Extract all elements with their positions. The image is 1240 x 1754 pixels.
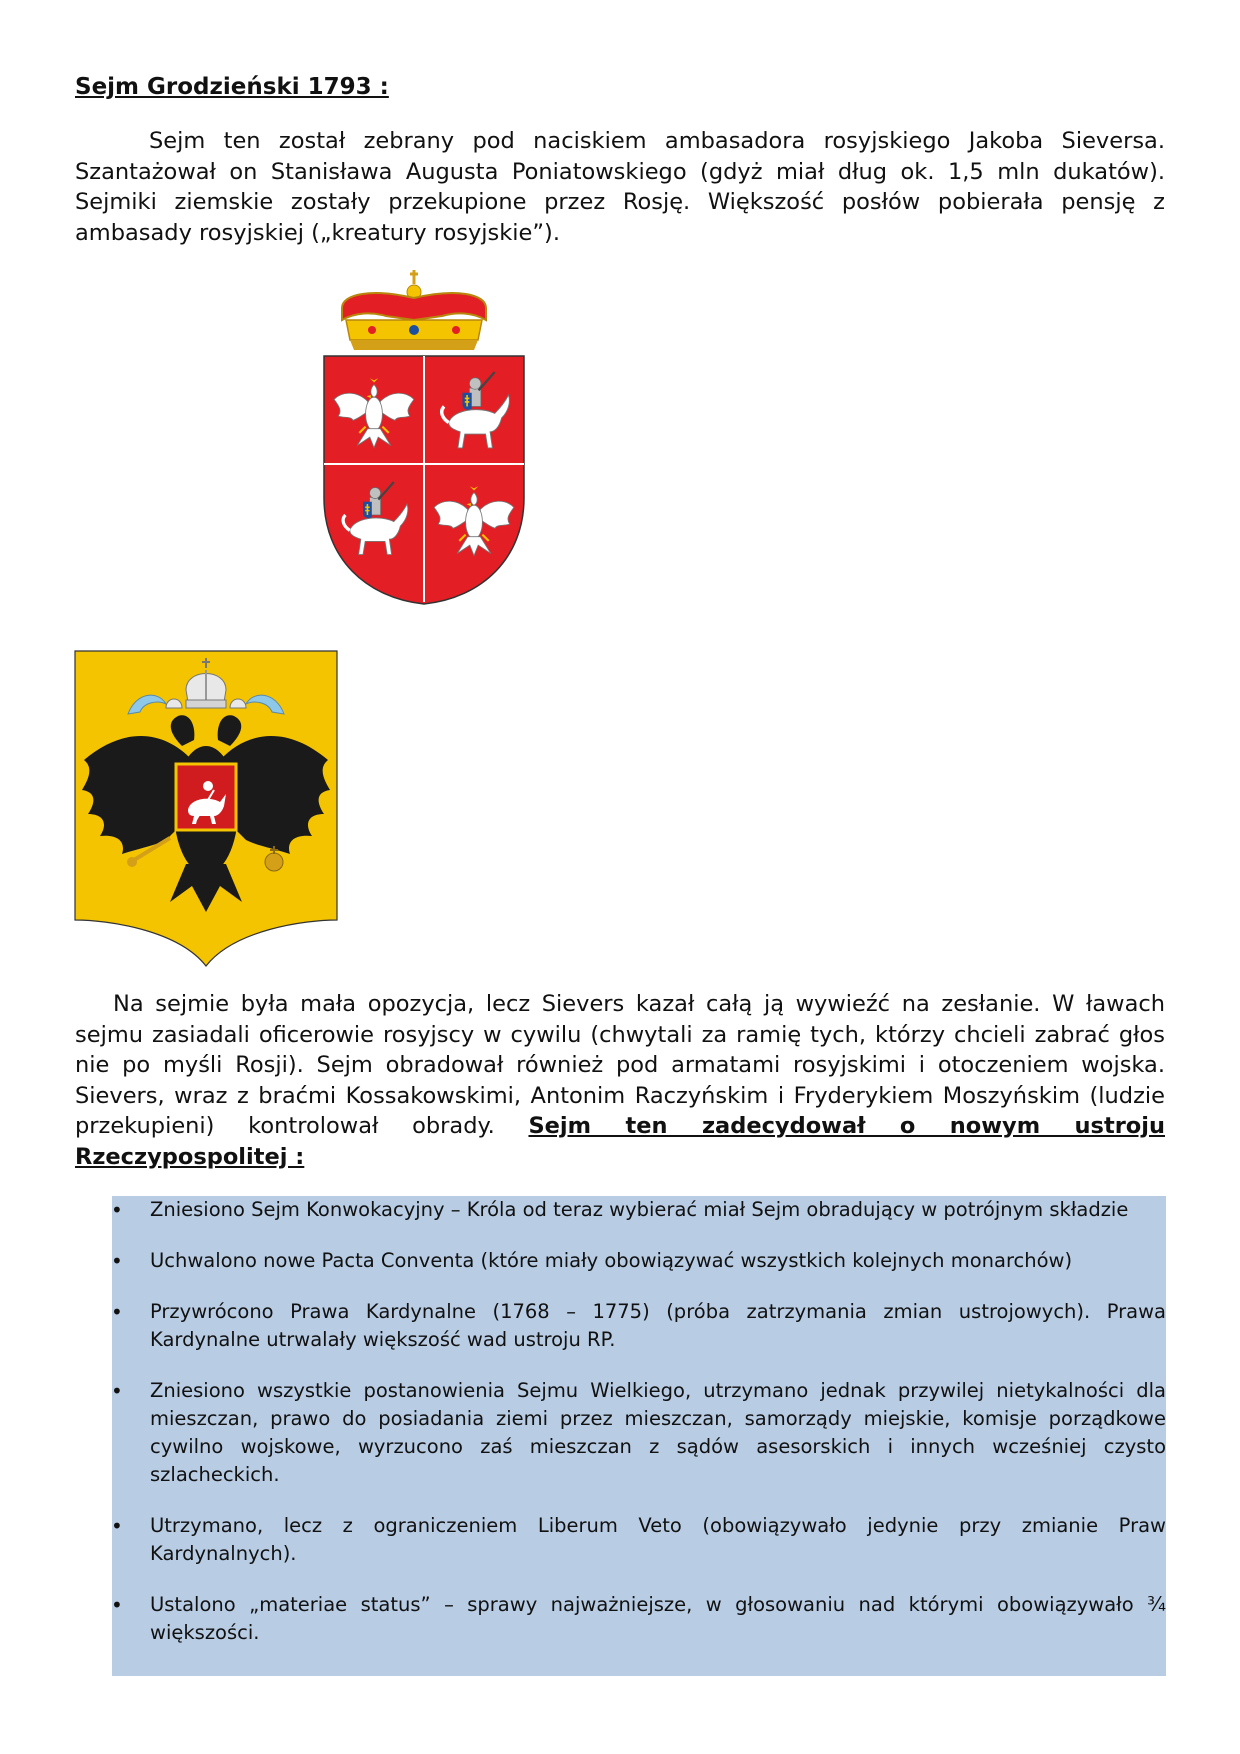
- bullet-icon: •: [111, 1593, 123, 1617]
- list-item: [112, 1512, 1166, 1568]
- russian-imperial-coat-of-arms: [74, 650, 338, 968]
- list-item: [112, 1247, 1166, 1275]
- list-item-text: Ustalono „materiae status” – sprawy najważniejsze, w głosowaniu nad którymi obowiązywało ¾ większości.: [150, 1593, 1166, 1644]
- decisions-list: [112, 1196, 1166, 1670]
- list-item-text: Zniesiono Sejm Konwokacyjny – Króla od teraz wybierać miał Sejm obradujący w potrójnym składzie: [150, 1198, 1129, 1221]
- list-item-text: Zniesiono wszystkie postanowienia Sejmu Wielkiego, utrzymano jednak przywilej nietykalności dla mieszczan, prawo do posiadania ziemi przez mieszczan, samorządy miejskie, komisje porządkowe cywilno wojskowe, wyrzucono zaś mieszczan z sądów asesorskich i innych wcześniej czysto szlacheckich.: [150, 1379, 1166, 1486]
- intro-paragraph: Sejm ten został zebrany pod naciskiem ambasadora rosyjskiego Jakoba Sieversa. Szantażował on Stanisława Augusta Poniatowskiego (gdyż miał dług ok. 1,5 mln dukatów). Sejmiki ziemskie zostały przekupione przez Rosję. Większość posłów pobierała pensję z ambasady rosyjskiej („kreatury rosyjskie”).: [75, 128, 1165, 246]
- opposition-text: Na sejmie była mała opozycja, lecz Sievers kazał całą ją wywieźć na zesłanie. W ławach sejmu zasiadali oficerowie rosyjscy w cywilu (chwytali za ramię tych, którzy chcieli zabrać głos nie po myśli Rosji). Sejm obradował również pod armatami rosyjskimi i otoczeniem wojska. Sievers, wraz z braćmi Kossakowskimi, Antonim Raczyńskim i Fryderykiem Moszyńskim (ludzie przekupieni) kontrolował obrady.: [75, 991, 1165, 1139]
- crown-icon: [342, 270, 486, 350]
- list-item: [112, 1377, 1166, 1489]
- polish-lithuanian-coat-of-arms: [322, 268, 526, 606]
- bullet-icon: •: [111, 1379, 123, 1403]
- decision-heading: Sejm ten zadecydował o nowym ustroju Rzeczypospolitej :: [75, 1113, 1165, 1170]
- list-item: [112, 1591, 1166, 1647]
- list-item: [112, 1196, 1166, 1224]
- bullet-icon: •: [111, 1300, 123, 1324]
- page-title: Sejm Grodzieński 1793 :: [75, 74, 389, 100]
- list-item-text: Utrzymano, lecz z ograniczeniem Liberum Veto (obowiązywało jedynie przy zmianie Praw Kardynalnych).: [150, 1514, 1166, 1565]
- list-item-text: Przywrócono Prawa Kardynalne (1768 – 1775) (próba zatrzymania zmian ustrojowych). Prawa Kardynalne utrwalały większość wad ustroju RP.: [150, 1300, 1166, 1351]
- bullet-icon: •: [111, 1514, 123, 1538]
- bullet-icon: •: [111, 1198, 123, 1222]
- bullet-icon: •: [111, 1249, 123, 1273]
- opposition-paragraph: [75, 989, 1165, 1172]
- list-item-text: Uchwalono nowe Pacta Conventa (które miały obowiązywać wszystkich kolejnych monarchów): [150, 1249, 1073, 1272]
- list-item: [112, 1298, 1166, 1354]
